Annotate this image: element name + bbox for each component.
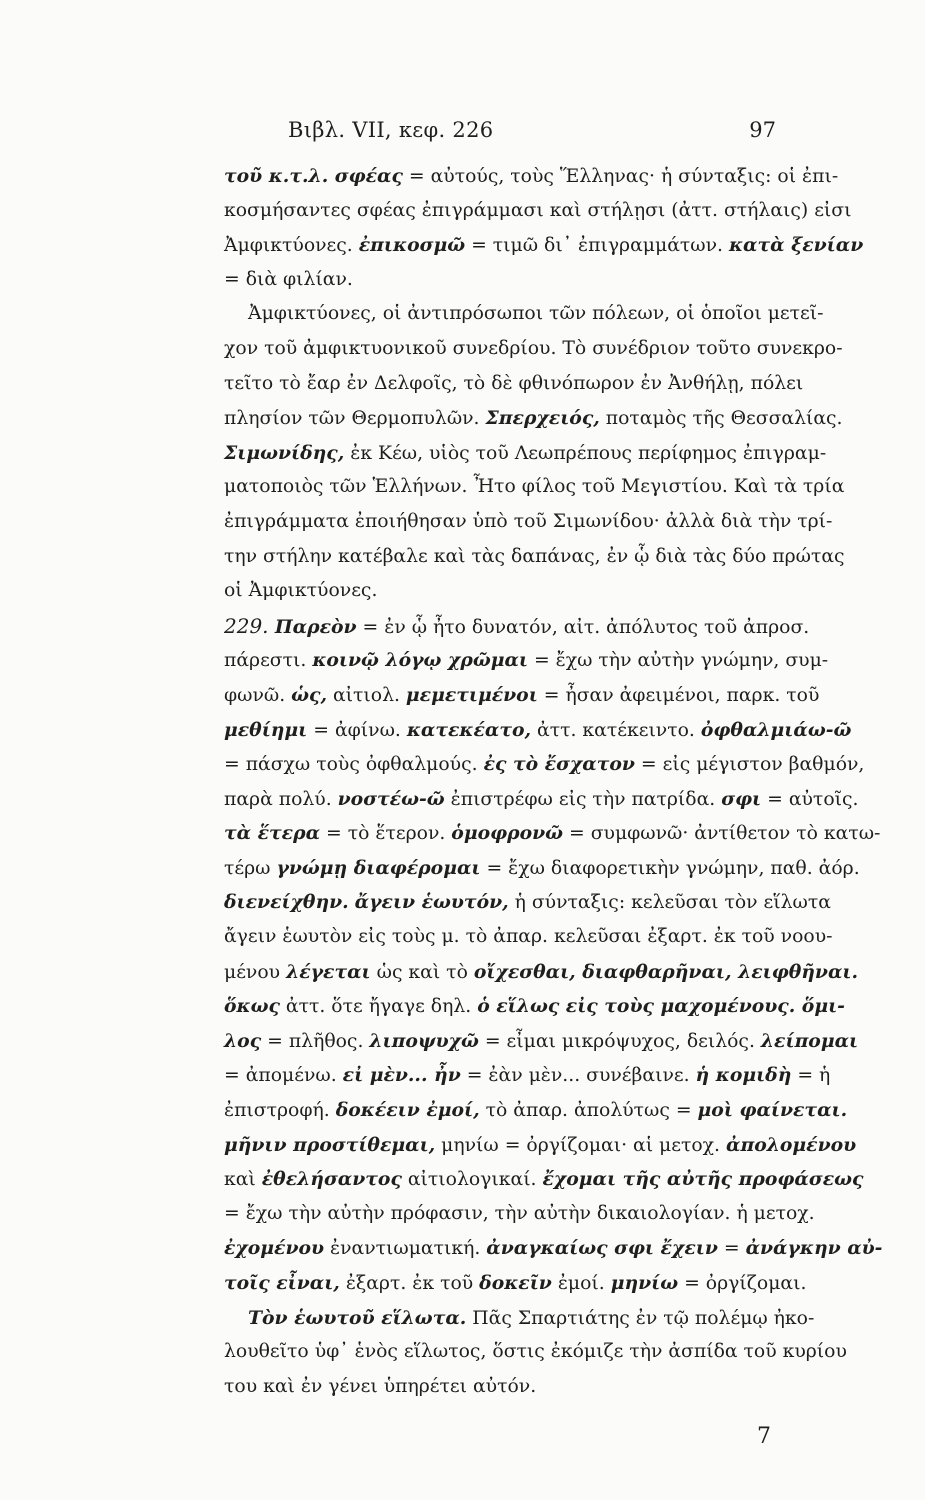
chapter-number: 229.	[224, 613, 275, 638]
lemma-text: ὡς,	[291, 683, 327, 706]
gloss-text: = ἐν ᾧ ἦτο δυνατόν, αἰτ. ἀπόλυτος τοῦ ἀπροσ.	[356, 616, 810, 638]
gloss-text: = εἶμαι μικρόψυχος, δειλός.	[478, 1030, 761, 1052]
text-line	[224, 540, 845, 575]
lemma-text: διενείχθην.	[224, 891, 349, 914]
gloss-text: = συμφωνῶ· ἀντίθετον τὸ κατω-	[563, 823, 881, 845]
page-number: 97	[749, 118, 776, 142]
gloss-text: = ἀφίνω.	[307, 719, 407, 741]
text-line	[224, 194, 852, 229]
text-line	[224, 1093, 848, 1128]
text-line	[224, 1197, 815, 1232]
text-line	[224, 228, 864, 263]
lemma-text: μῆνιν προστίθεμαι,	[224, 1133, 436, 1156]
gloss-text: ἄγειν ἑωυτὸν εἰς τοὺς μ. τὸ ἀπαρ. κελεῦσαι ἐξαρτ. ἐκ τοῦ νοου-	[224, 926, 833, 948]
lemma-text: τοῦ κ.τ.λ.	[224, 165, 335, 187]
gloss-text: φωνῶ.	[224, 684, 292, 706]
lemma-text: ἀναγκαίως σφι ἔχειν	[486, 1237, 718, 1260]
lemma-text: ἡ κομιδὴ	[695, 1064, 792, 1087]
lemma-text: δοκέειν ἐμοί,	[335, 1099, 480, 1122]
lemma-text: νοστέω-ῶ	[337, 787, 445, 810]
gloss-text: ἐξαρτ. ἐκ τοῦ	[339, 1273, 480, 1294]
text-line	[224, 367, 804, 402]
gloss-text: Πᾶς Σπαρτιάτης ἐν τῷ πολέμῳ ἠκο-	[466, 1307, 815, 1329]
gloss-text: τέρω	[224, 857, 277, 879]
lemma-text: σφι	[721, 787, 762, 810]
gloss-text: ἐπιγράμματα ἐποιήθησαν ὑπὸ τοῦ Σιμωνίδου· ἀλλὰ διὰ τὴν τρί-	[224, 510, 833, 532]
gloss-text: οἱ Ἀμφικτύονες.	[224, 580, 378, 602]
gloss-text: = ὀργίζομαι.	[678, 1273, 807, 1294]
lemma-text: δοκεῖν	[479, 1272, 552, 1294]
text-line	[224, 505, 833, 540]
lemma-text: ἐς τὸ ἔσχατον	[483, 753, 635, 776]
lemma-text: Σιμωνίδης,	[224, 441, 345, 464]
gloss-text: = διὰ φιλίαν.	[224, 268, 353, 290]
text-line	[224, 1162, 864, 1197]
gloss-text: = τιμῶ δι᾽ ἐπιγραμμάτων.	[465, 235, 729, 257]
gloss-text: μένου	[224, 961, 287, 983]
gloss-text: ἐπιστροφή.	[224, 1100, 336, 1122]
text-line	[224, 1335, 847, 1370]
gloss-text: ματοποιὸς τῶν Ἑλλήνων. Ἦτο φίλος τοῦ Μεγιστίου. Καὶ τὰ τρία	[224, 476, 845, 498]
gloss-text: πλησίον τῶν Θερμοπυλῶν.	[224, 408, 486, 430]
text-line	[224, 816, 881, 851]
gloss-text: ἀττ. κατέκειντο.	[531, 719, 701, 741]
text-line	[224, 678, 820, 713]
text-line	[224, 297, 824, 332]
text-line	[224, 609, 810, 644]
gloss-text: ἐκ Κέω, υἱὸς τοῦ Λεωπρέπους περίφημος ἐπιγραμ-	[344, 442, 827, 464]
gloss-text: = πλῆθος.	[261, 1030, 370, 1052]
gloss-text: = αὐτούς, τοὺς Ἕλληνας· ἡ σύνταξις: οἱ ἐπι-	[402, 166, 839, 187]
text-line	[224, 1058, 831, 1093]
lemma-text: μηνίω	[610, 1272, 679, 1294]
lemma-text: λέγεται	[286, 960, 371, 983]
gloss-text: παρὰ πολύ.	[224, 788, 338, 810]
lemma-text: ὁ εἵλως εἰς τοὺς μαχομένους. ὅμι-	[477, 995, 845, 1018]
lemma-text: ἐπικοσμῶ	[358, 234, 466, 257]
lemma-text: μεμετιμένοι	[405, 683, 538, 706]
gloss-text: λουθεῖτο ὑφ᾽ ἑνὸς εἵλωτος, ὅστις ἐκόμιζε τὴν ἀσπίδα τοῦ κυρίου	[224, 1341, 847, 1363]
gloss-text: = τὸ ἕτερον.	[320, 823, 452, 845]
lemma-text: οἴχεσθαι, διαφθαρῆναι, λειφθῆναι.	[473, 960, 859, 983]
gloss-text: = πάσχω τοὺς ὀφθαλμούς.	[224, 754, 484, 776]
gloss-text: ἐπιστρέφω εἰς τὴν πατρίδα.	[444, 788, 722, 810]
gloss-text: ποταμὸς τῆς Θεσσαλίας.	[599, 408, 843, 430]
lemma-text: κατεκέατο,	[406, 718, 532, 741]
lemma-text: λιποψυχῶ	[369, 1029, 479, 1052]
gloss-text: χον τοῦ ἀμφικτυονικοῦ συνεδρίου. Τὸ συνέδριον τοῦτο συνεκρο-	[224, 337, 843, 359]
gloss-text: αἰτιολ.	[327, 684, 406, 706]
text-line	[224, 1231, 883, 1266]
lemma-text: εἰ μὲν... ἦν	[342, 1064, 461, 1087]
text-line	[224, 782, 859, 817]
text-line	[224, 470, 845, 505]
text-line	[224, 263, 780, 298]
text-line	[224, 747, 865, 782]
text-line	[224, 851, 860, 886]
gloss-text: ὡς καὶ τὸ	[370, 961, 474, 983]
gloss-text: ἐναντιωματική.	[324, 1238, 487, 1260]
header-title: Βιβλ. VII, κεφ. 226	[288, 118, 494, 142]
text-line	[224, 643, 829, 678]
gloss-text: μηνίω = ὀργίζομαι· αἱ μετοχ.	[435, 1134, 726, 1156]
lemma-text: Τὸν ἑωυτοῦ εἵλωτα.	[248, 1306, 467, 1329]
gloss-text: = ἔχω διαφορετικὴν γνώμην, παθ. ἀόρ.	[480, 857, 860, 879]
lemma-text: ἀνάγκην αὐ-	[745, 1237, 883, 1260]
gloss-text: = ἦσαν ἀφειμένοι, παρκ. τοῦ	[537, 684, 820, 706]
text-line	[224, 713, 852, 748]
gloss-text: κοσμήσαντες σφέας ἐπιγράμμασι καὶ στήλῃσι (ἀττ. στήλαις) εἰσι	[224, 199, 852, 221]
gloss-text: ἀττ. ὅτε ἤγαγε δηλ.	[279, 996, 478, 1018]
gloss-text: Ἀμφικτύονες, οἱ ἀντιπρόσωποι τῶν πόλεων, οἱ ὁποῖοι μετεῖ-	[248, 303, 824, 325]
lemma-text: Παρεὸν	[274, 615, 357, 638]
gloss-text: = αὐτοῖς.	[761, 788, 859, 810]
gloss-text: την στήλην κατέβαλε καὶ τὰς δαπάνας, ἐν ᾧ διὰ τὰς δύο πρώτας	[224, 545, 845, 567]
lemma-text: ἐχομένου	[224, 1237, 325, 1260]
gloss-text: Ἀμφικτύονες.	[224, 235, 359, 257]
lemma-text: γνώμῃ διαφέρομαι	[276, 856, 481, 879]
lemma-text: ἔχομαι τῆς αὐτῆς προφάσεως	[542, 1168, 864, 1191]
lemma-text: ἐθελήσαντος	[261, 1168, 402, 1191]
commentary-text	[224, 159, 883, 1404]
lemma-text: σφέας	[334, 165, 403, 187]
lemma-text: ἀπολομένου	[726, 1133, 857, 1156]
lemma-text: τοῖς εἶναι,	[224, 1272, 340, 1294]
lemma-text: Σπερχειός,	[485, 407, 600, 430]
gloss-text: = ἔχω τὴν αὐτὴν γνώμην, συμ-	[528, 650, 829, 672]
text-line	[224, 885, 831, 920]
lemma-text: μοὶ φαίνεται.	[697, 1099, 848, 1122]
text-line	[224, 1370, 780, 1405]
text-line	[224, 955, 859, 990]
lemma-text: μεθίημι	[224, 718, 308, 741]
lemma-text: ὀφθαλμιάω-ῶ	[700, 718, 852, 741]
text-line	[224, 1301, 815, 1336]
text-line	[224, 989, 845, 1024]
gloss-text: = ἡ	[791, 1065, 831, 1087]
text-line	[224, 332, 843, 367]
lemma-text: κατὰ ξενίαν	[728, 234, 864, 257]
signature-mark: 7	[757, 1424, 771, 1449]
gloss-text: καὶ	[224, 1169, 262, 1191]
lemma-text: λείπομαι	[760, 1029, 859, 1052]
text-line	[224, 920, 833, 955]
gloss-text: τεῖτο τὸ ἔαρ ἐν Δελφοῖς, τὸ δὲ φθινόπωρον ἐν Ἀνθήλῃ, πόλει	[224, 372, 804, 394]
running-header	[236, 118, 776, 152]
gloss-text: πάρεστι.	[224, 650, 313, 672]
lemma-text: ἄγειν ἑωυτόν,	[354, 891, 509, 914]
text-line	[224, 401, 843, 436]
text-line	[224, 1266, 807, 1301]
lemma-text: κοινῷ λόγῳ χρῶμαι	[312, 649, 528, 672]
gloss-text: ἡ σύνταξις: κελεῦσαι τὸν εἵλωτα	[508, 892, 831, 914]
gloss-text: του καὶ ἐν γένει ὑπηρέτει αὐτόν.	[224, 1375, 537, 1397]
lemma-text: ὁμοφρονῶ	[451, 822, 564, 845]
gloss-text: τὸ ἀπαρ. ἀπολύτως =	[479, 1100, 698, 1122]
text-line	[224, 574, 780, 609]
text-line	[224, 1128, 857, 1163]
lemma-text: τὰ ἕτερα	[224, 822, 321, 845]
gloss-text: = ἀπομένω.	[224, 1065, 343, 1087]
text-line	[224, 436, 827, 471]
gloss-text: =	[717, 1238, 746, 1260]
text-line	[224, 1024, 859, 1059]
gloss-text: αἰτιολογικαί.	[401, 1169, 543, 1191]
gloss-text: ἐμοί.	[551, 1273, 611, 1294]
gloss-text: = εἰς μέγιστον βαθμόν,	[634, 754, 865, 776]
lemma-text: λος	[224, 1029, 262, 1052]
gloss-text: = ἐὰν μὲν... συνέβαινε.	[460, 1065, 696, 1087]
gloss-text: = ἔχω τὴν αὐτὴν πρόφασιν, τὴν αὐτὴν δικαιολογίαν. ἡ μετοχ.	[224, 1202, 815, 1224]
lemma-text: ὅκως	[224, 995, 280, 1018]
text-line	[224, 159, 839, 194]
